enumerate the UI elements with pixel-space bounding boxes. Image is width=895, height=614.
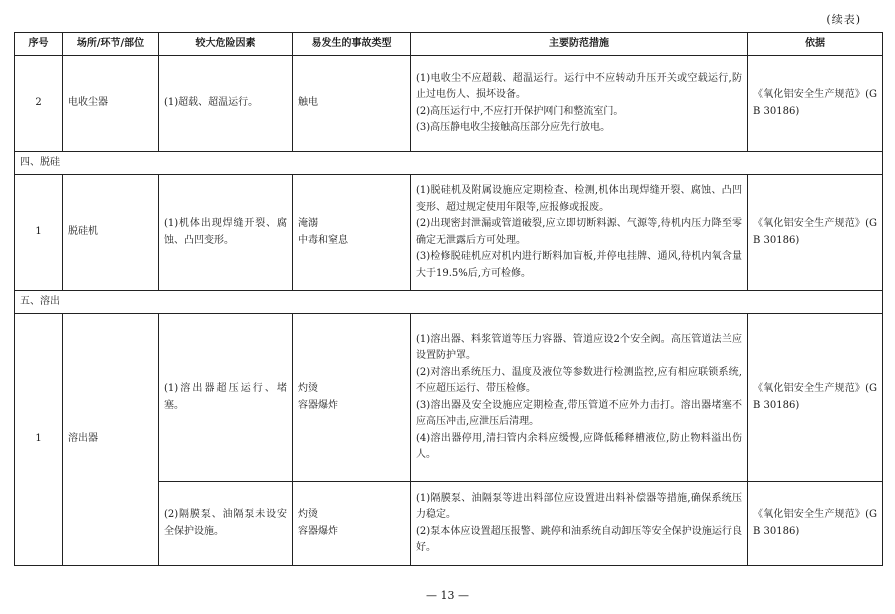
measure-item: (2)泵本体应设置超压报警、跳停和油系统自动卸压等安全保护设施运行良好。 — [416, 525, 742, 553]
header-place: 场所/环节/部位 — [63, 33, 159, 56]
table-row — [15, 56, 883, 152]
section-title-desilication: 四、脱硅 — [15, 152, 883, 175]
accident-line: 容器爆炸 — [298, 399, 338, 411]
row-no: 2 — [15, 56, 63, 152]
row-accident — [293, 314, 411, 482]
measure-item: (1)隔膜泵、油隔泵等进出料部位应设置进出料补偿器等措施,确保系统压力稳定。 — [416, 492, 742, 520]
measure-item: (2)高压运行中,不应打开保护网门和整流室门。 — [416, 105, 624, 117]
row-hazard: (1)机体出现焊缝开裂、腐蚀、凸凹变形。 — [159, 175, 293, 291]
header-hazard: 较大危险因素 — [159, 33, 293, 56]
row-measures — [411, 175, 748, 291]
section-title-digestion: 五、溶出 — [15, 291, 883, 314]
accident-line: 灼烫 — [298, 509, 318, 520]
header-basis: 依据 — [748, 33, 883, 56]
row-place: 溶出器 — [63, 314, 159, 566]
row-basis: 《氧化铝安全生产规范》(GB 30186) — [748, 482, 883, 566]
row-no: 1 — [15, 175, 63, 291]
row-place: 脱硅机 — [63, 175, 159, 291]
continued-label: (续表) — [826, 13, 861, 26]
measure-item: (2)对溶出系统压力、温度及液位等参数进行检测监控,应有相应联锁系统,不应超压运行、带压检修。 — [416, 366, 742, 394]
row-place: 电收尘器 — [63, 56, 159, 152]
row-hazard: (1)溶出器超压运行、堵塞。 — [159, 314, 293, 482]
row-basis: 《氧化铝安全生产规范》(GB 30186) — [748, 175, 883, 291]
row-accident — [293, 175, 411, 291]
measure-item: (2)出现密封泄漏或管道破裂,应立即切断料源、气源等,待机内压力降至零确定无泄露后方可处理。 — [416, 218, 742, 246]
row-accident — [293, 482, 411, 566]
measure-item: (1)电收尘不应超载、超温运行。运行中不应转动升压开关或空载运行,防止过电伤人、损坏设备。 — [416, 72, 742, 100]
section-row — [15, 152, 883, 175]
page-number: — 13 — — [426, 589, 469, 602]
measure-item: (3)溶出器及安全设施应定期检查,带压管道不应外力击打。溶出器堵塞不应高压冲击,应泄压后清理。 — [416, 399, 742, 427]
row-basis: 《氧化铝安全生产规范》(GB 30186) — [748, 56, 883, 152]
measure-item: (1)脱硅机及附属设施应定期检查、检测,机体出现焊缝开裂、腐蚀、凸凹变形、超过规定使用年限等,应报修或报废。 — [416, 185, 742, 213]
row-measures — [411, 482, 748, 566]
section-row — [15, 291, 883, 314]
table-row — [15, 175, 883, 291]
row-basis: 《氧化铝安全生产规范》(GB 30186) — [748, 314, 883, 482]
accident-line: 容器爆炸 — [298, 525, 338, 537]
row-measures — [411, 56, 748, 152]
header-measures: 主要防范措施 — [411, 33, 748, 56]
accident-line: 淹溺 — [298, 218, 318, 229]
table-row — [15, 314, 883, 482]
measure-item: (3)高压静电收尘接触高压部分应先行放电。 — [416, 122, 611, 133]
header-no: 序号 — [15, 33, 63, 56]
header-row — [15, 33, 883, 56]
risk-table — [14, 32, 883, 566]
row-no: 1 — [15, 314, 63, 566]
accident-line: 灼烫 — [298, 383, 318, 394]
measure-item: (1)溶出器、料浆管道等压力容器、管道应设2个安全阀。高压管道法兰应设置防护罩。 — [416, 333, 742, 361]
measure-item: (3)检修脱硅机应对机内进行断料加盲板,并停电挂牌、通风,待机内氧含量大于19.5%后,方可检修。 — [416, 251, 742, 279]
row-measures — [411, 314, 748, 482]
row-hazard: (1)超载、超温运行。 — [159, 56, 293, 152]
row-accident: 触电 — [293, 56, 411, 152]
header-accident: 易发生的事故类型 — [293, 33, 411, 56]
accident-line: 中毒和窒息 — [298, 234, 348, 246]
row-hazard: (2)隔膜泵、油隔泵未设安全保护设施。 — [159, 482, 293, 566]
measure-item: (4)溶出器停用,清扫管内余料应缓慢,应降低稀释槽液位,防止物料溢出伤人。 — [416, 432, 742, 460]
